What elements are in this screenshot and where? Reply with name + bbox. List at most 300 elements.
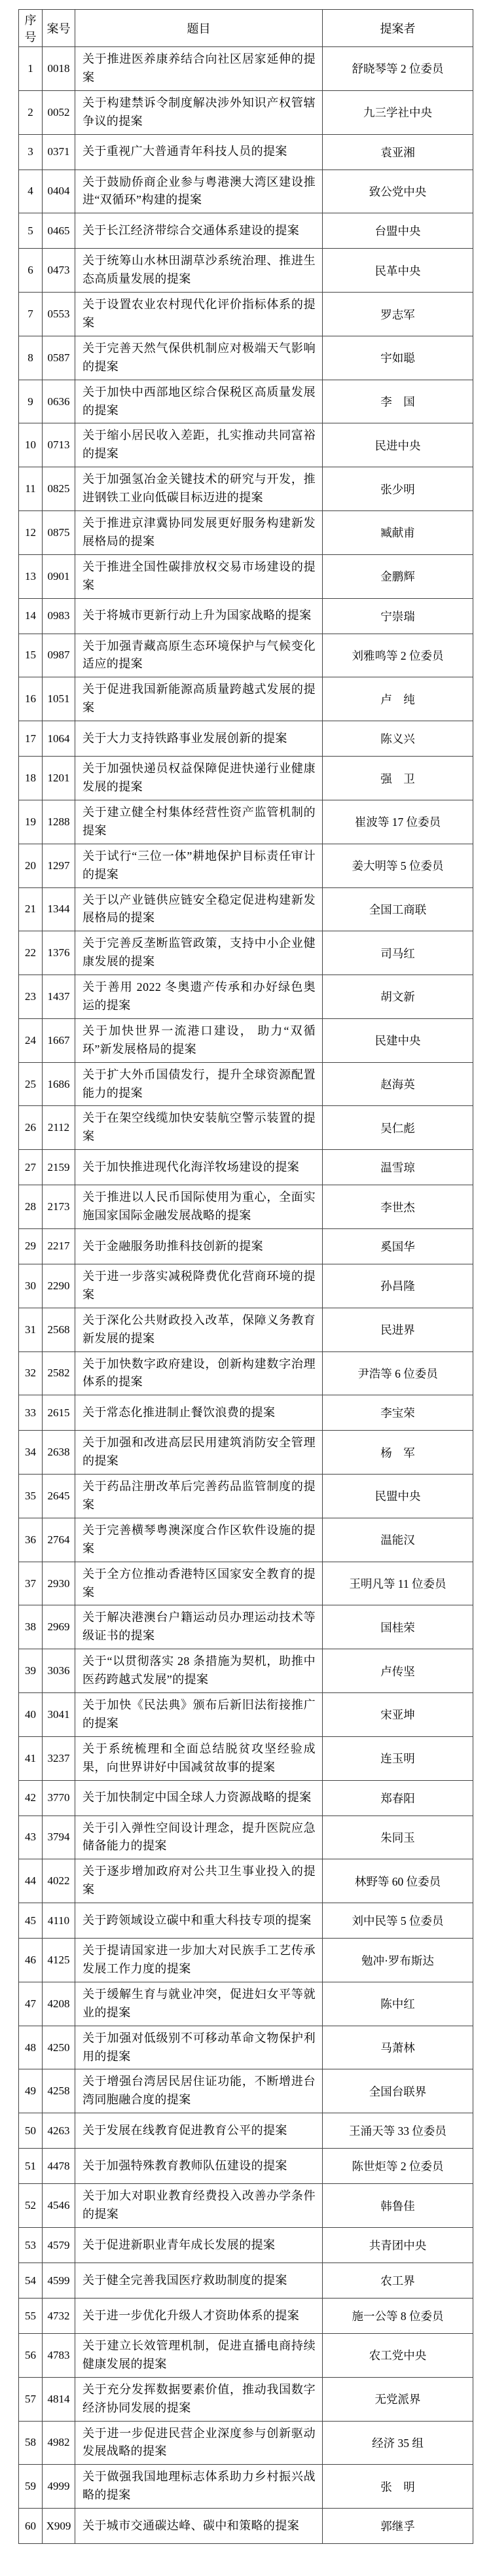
col-header-case: 案号 xyxy=(43,10,75,47)
proposer: 朱同玉 xyxy=(323,1816,473,1859)
case-number: 1064 xyxy=(43,721,75,757)
case-number: 4783 xyxy=(43,2334,75,2378)
proposal-title: 关于进一步优化升级人才资助体系的提案 xyxy=(75,2299,323,2334)
case-number: 4022 xyxy=(43,1859,75,1903)
case-number: 3041 xyxy=(43,1693,75,1737)
case-number: 1344 xyxy=(43,887,75,931)
table-row xyxy=(19,757,473,800)
row-index: 11 xyxy=(19,467,43,511)
table-row xyxy=(19,1308,473,1351)
table-row xyxy=(19,2509,473,2544)
case-number: 3237 xyxy=(43,1736,75,1780)
row-index: 52 xyxy=(19,2184,43,2228)
table-row xyxy=(19,1693,473,1737)
proposer: 民建中央 xyxy=(323,1018,473,1062)
table-row xyxy=(19,2149,473,2184)
row-index: 55 xyxy=(19,2299,43,2334)
table-row xyxy=(19,677,473,721)
case-number: 2112 xyxy=(43,1106,75,1150)
row-index: 36 xyxy=(19,1518,43,1562)
row-index: 27 xyxy=(19,1150,43,1185)
table-row xyxy=(19,134,473,170)
table-row xyxy=(19,2228,473,2263)
proposal-title: 关于加强和改进高层民用建筑消防安全管理的提案 xyxy=(75,1431,323,1475)
proposal-title: 关于善用 2022 冬奥遗产传承和办好绿色奥运的提案 xyxy=(75,975,323,1019)
proposal-title: 关于加快制定中国全球人力资源战略的提案 xyxy=(75,1780,323,1816)
row-index: 32 xyxy=(19,1351,43,1395)
proposer: 陈义兴 xyxy=(323,721,473,757)
table-header xyxy=(19,10,473,47)
proposer: 李 国 xyxy=(323,380,473,423)
row-index: 54 xyxy=(19,2263,43,2299)
proposal-title: 关于在架空线缆加快安装航空警示装置的提案 xyxy=(75,1106,323,1150)
proposer: 赵海英 xyxy=(323,1062,473,1106)
case-number: 2764 xyxy=(43,1518,75,1562)
proposal-title: 关于构建禁诉令制度解决涉外知识产权管辖争议的提案 xyxy=(75,90,323,134)
table-row xyxy=(19,598,473,634)
row-index: 18 xyxy=(19,757,43,800)
row-index: 7 xyxy=(19,293,43,336)
table-row xyxy=(19,170,473,213)
case-number: 2568 xyxy=(43,1308,75,1351)
proposer: 林野等 60 位委员 xyxy=(323,1859,473,1903)
table-row xyxy=(19,887,473,931)
table-row xyxy=(19,511,473,555)
col-header-proposer: 提案者 xyxy=(323,10,473,47)
case-number: 2173 xyxy=(43,1185,75,1229)
proposer: 勉冲·罗布斯达 xyxy=(323,1939,473,1982)
proposal-title: 关于推进京津冀协同发展更好服务构建新发展格局的提案 xyxy=(75,511,323,555)
row-index: 58 xyxy=(19,2421,43,2465)
case-number: 2638 xyxy=(43,1431,75,1475)
case-number: 2930 xyxy=(43,1562,75,1605)
case-number: 0987 xyxy=(43,634,75,677)
case-number: 2615 xyxy=(43,1395,75,1431)
case-number: 4110 xyxy=(43,1903,75,1939)
case-number: 4478 xyxy=(43,2149,75,2184)
case-number: 1288 xyxy=(43,800,75,844)
case-number: 4732 xyxy=(43,2299,75,2334)
table-row xyxy=(19,2026,473,2069)
case-number: 0052 xyxy=(43,90,75,134)
proposal-table xyxy=(18,9,473,2544)
proposal-title: 关于以产业链供应链安全稳定促进构建新发展格局的提案 xyxy=(75,887,323,931)
table-row xyxy=(19,249,473,293)
case-number: 0875 xyxy=(43,511,75,555)
proposer: 农工界 xyxy=(323,2263,473,2299)
proposal-title: 关于完善天然气保供机制应对极端天气影响的提案 xyxy=(75,336,323,380)
case-number: 0371 xyxy=(43,134,75,170)
proposal-title: 关于提请国家进一步加大对民族手工艺传承发展工作力度的提案 xyxy=(75,1939,323,1982)
row-index: 28 xyxy=(19,1185,43,1229)
row-index: 26 xyxy=(19,1106,43,1150)
row-index: 51 xyxy=(19,2149,43,2184)
table-row xyxy=(19,1431,473,1475)
proposer: 刘雅鸣等 2 位委员 xyxy=(323,634,473,677)
table-row xyxy=(19,90,473,134)
case-number: 1201 xyxy=(43,757,75,800)
proposer: 宋亚坤 xyxy=(323,1693,473,1737)
table-row xyxy=(19,1228,473,1264)
row-index: 33 xyxy=(19,1395,43,1431)
table-row xyxy=(19,1351,473,1395)
row-index: 10 xyxy=(19,423,43,467)
row-index: 4 xyxy=(19,170,43,213)
proposal-title: 关于加强快递员权益保障促进快递行业健康发展的提案 xyxy=(75,757,323,800)
proposer: 卢传坚 xyxy=(323,1649,473,1693)
case-number: 0825 xyxy=(43,467,75,511)
proposal-title: 关于金融服务助推科技创新的提案 xyxy=(75,1228,323,1264)
proposer: 尹浩等 6 位委员 xyxy=(323,1351,473,1395)
proposer: 民革中央 xyxy=(323,249,473,293)
table-row xyxy=(19,1859,473,1903)
proposal-title: 关于促进我国新能源高质量跨越式发展的提案 xyxy=(75,677,323,721)
row-index: 9 xyxy=(19,380,43,423)
row-index: 21 xyxy=(19,887,43,931)
row-index: 8 xyxy=(19,336,43,380)
proposal-title: 关于解决港澳台户籍运动员办理运动技术等级证书的提案 xyxy=(75,1605,323,1649)
proposal-title: 关于促进新职业青年成长发展的提案 xyxy=(75,2228,323,2263)
proposer: 张少明 xyxy=(323,467,473,511)
case-number: 2290 xyxy=(43,1264,75,1308)
row-index: 39 xyxy=(19,1649,43,1693)
proposal-title: 关于鼓励侨商企业参与粤港澳大湾区建设推进“双循环”构建的提案 xyxy=(75,170,323,213)
table-row xyxy=(19,2465,473,2509)
proposal-title: 关于加快世界一流港口建设， 助力“双循环”新发展格局的提案 xyxy=(75,1018,323,1062)
proposal-title: 关于长江经济带综合交通体系建设的提案 xyxy=(75,213,323,249)
row-index: 60 xyxy=(19,2509,43,2544)
case-number: 4999 xyxy=(43,2465,75,2509)
proposal-title: 关于加强青藏高原生态环境保护与气候变化适应的提案 xyxy=(75,634,323,677)
row-index: 31 xyxy=(19,1308,43,1351)
proposer: 陈世炬等 2 位委员 xyxy=(323,2149,473,2184)
proposer: 吴仁彪 xyxy=(323,1106,473,1150)
proposer: 经济 35 组 xyxy=(323,2421,473,2465)
case-number: 1437 xyxy=(43,975,75,1019)
proposal-title: 关于进一步促进民营企业深度参与创新驱动发展战略的提案 xyxy=(75,2421,323,2465)
table-row xyxy=(19,1518,473,1562)
case-number: 1667 xyxy=(43,1018,75,1062)
header-row xyxy=(19,10,473,47)
case-number: 3036 xyxy=(43,1649,75,1693)
case-number: 2645 xyxy=(43,1475,75,1518)
case-number: 1051 xyxy=(43,677,75,721)
proposer: 崔波等 17 位委员 xyxy=(323,800,473,844)
case-number: 1297 xyxy=(43,844,75,887)
table-row xyxy=(19,1780,473,1816)
case-number: 0553 xyxy=(43,293,75,336)
proposer: 施一公等 8 位委员 xyxy=(323,2299,473,2334)
case-number: 4546 xyxy=(43,2184,75,2228)
proposal-title: 关于加强特殊教育教师队伍建设的提案 xyxy=(75,2149,323,2184)
proposal-title: 关于推进医养康养结合向社区居家延伸的提案 xyxy=(75,47,323,91)
proposer: 司马红 xyxy=(323,931,473,975)
proposer: 臧献甫 xyxy=(323,511,473,555)
proposal-title: 关于加快中西部地区综合保税区高质量发展的提案 xyxy=(75,380,323,423)
proposal-title: 关于建立长效管理机制，促进直播电商持续健康发展的提案 xyxy=(75,2334,323,2378)
proposal-title: 关于充分发挥数据要素价值，推动我国数字经济协同发展的提案 xyxy=(75,2377,323,2421)
proposer: 韩鲁佳 xyxy=(323,2184,473,2228)
proposer: 陈中红 xyxy=(323,1982,473,2026)
proposal-title: 关于完善反垄断监管政策，支持中小企业健康发展的提案 xyxy=(75,931,323,975)
row-index: 40 xyxy=(19,1693,43,1737)
proposal-title: 关于加大对职业教育经费投入改善办学条件的提案 xyxy=(75,2184,323,2228)
table-row xyxy=(19,1562,473,1605)
table-row xyxy=(19,2069,473,2113)
row-index: 2 xyxy=(19,90,43,134)
row-index: 48 xyxy=(19,2026,43,2069)
proposal-title: 关于设置农业农村现代化评价指标体系的提案 xyxy=(75,293,323,336)
proposer: 张 明 xyxy=(323,2465,473,2509)
proposal-title: 关于全方位推动香港特区国家安全教育的提案 xyxy=(75,1562,323,1605)
proposer: 致公党中央 xyxy=(323,170,473,213)
case-number: 0404 xyxy=(43,170,75,213)
table-row xyxy=(19,554,473,598)
case-number: 0587 xyxy=(43,336,75,380)
proposer: 台盟中央 xyxy=(323,213,473,249)
table-row xyxy=(19,844,473,887)
table-row xyxy=(19,1395,473,1431)
row-index: 6 xyxy=(19,249,43,293)
table-row xyxy=(19,336,473,380)
case-number: 0983 xyxy=(43,598,75,634)
table-row xyxy=(19,1150,473,1185)
case-number: 2159 xyxy=(43,1150,75,1185)
col-header-title: 题目 xyxy=(75,10,323,47)
proposal-title: 关于药品注册改革后完善药品监管制度的提案 xyxy=(75,1475,323,1518)
proposer: 姜大明等 5 位委员 xyxy=(323,844,473,887)
proposal-title: 关于增强台湾居民居住证功能，不断增进台湾同胞融合度的提案 xyxy=(75,2069,323,2113)
case-number: 0636 xyxy=(43,380,75,423)
proposer: 无党派界 xyxy=(323,2377,473,2421)
proposer: 温雪琼 xyxy=(323,1150,473,1185)
table-row xyxy=(19,2263,473,2299)
proposal-title: 关于健全完善我国医疗救助制度的提案 xyxy=(75,2263,323,2299)
table-row xyxy=(19,293,473,336)
proposer: 李宝荣 xyxy=(323,1395,473,1431)
table-row xyxy=(19,2113,473,2149)
proposal-title: 关于试行“三位一体”耕地保护目标责任审计的提案 xyxy=(75,844,323,887)
case-number: 4982 xyxy=(43,2421,75,2465)
row-index: 5 xyxy=(19,213,43,249)
table-row xyxy=(19,2299,473,2334)
proposal-title: 关于系统梳理和全面总结脱贫攻坚经验成果，向世界讲好中国减贫故事的提案 xyxy=(75,1736,323,1780)
case-number: 0473 xyxy=(43,249,75,293)
proposer: 强 卫 xyxy=(323,757,473,800)
table-row xyxy=(19,467,473,511)
proposal-title: 关于大力支持铁路事业发展创新的提案 xyxy=(75,721,323,757)
case-number: 4125 xyxy=(43,1939,75,1982)
proposal-title: 关于加强对低级别不可移动革命文物保护利用的提案 xyxy=(75,2026,323,2069)
proposal-title: 关于进一步落实减税降费优化营商环境的提案 xyxy=(75,1264,323,1308)
proposer: 九三学社中央 xyxy=(323,90,473,134)
row-index: 56 xyxy=(19,2334,43,2378)
case-number: 4814 xyxy=(43,2377,75,2421)
proposer: 共青团中央 xyxy=(323,2228,473,2263)
proposer: 卢 纯 xyxy=(323,677,473,721)
proposer: 罗志军 xyxy=(323,293,473,336)
proposal-title: 关于缩小居民收入差距，扎实推动共同富裕的提案 xyxy=(75,423,323,467)
proposal-title: 关于统筹山水林田湖草沙系统治理、推进生态高质量发展的提案 xyxy=(75,249,323,293)
row-index: 42 xyxy=(19,1780,43,1816)
row-index: 41 xyxy=(19,1736,43,1780)
proposal-title: 关于加快数字政府建设，创新构建数字治理体系的提案 xyxy=(75,1351,323,1395)
case-number: 4258 xyxy=(43,2069,75,2113)
proposer: 全国台联界 xyxy=(323,2069,473,2113)
row-index: 12 xyxy=(19,511,43,555)
table-row xyxy=(19,1816,473,1859)
proposer: 民进界 xyxy=(323,1308,473,1351)
row-index: 50 xyxy=(19,2113,43,2149)
case-number: 1376 xyxy=(43,931,75,975)
proposal-title: 关于“以贯彻落实 28 条措施为契机，助推中医药跨越式发展”的提案 xyxy=(75,1649,323,1693)
proposal-title: 关于缓解生育与就业冲突，促进妇女平等就业的提案 xyxy=(75,1982,323,2026)
case-number: 2217 xyxy=(43,1228,75,1264)
table-row xyxy=(19,975,473,1019)
table-row xyxy=(19,1736,473,1780)
proposal-title: 关于跨领域设立碳中和重大科技专项的提案 xyxy=(75,1903,323,1939)
case-number: X909 xyxy=(43,2509,75,2544)
case-number: 0713 xyxy=(43,423,75,467)
proposal-title: 关于逐步增加政府对公共卫生事业投入的提案 xyxy=(75,1859,323,1903)
proposal-title: 关于做强我国地理标志体系助力乡村振兴战略的提案 xyxy=(75,2465,323,2509)
proposal-title: 关于加快《民法典》颁布后新旧法衔接推广的提案 xyxy=(75,1693,323,1737)
case-number: 2582 xyxy=(43,1351,75,1395)
row-index: 46 xyxy=(19,1939,43,1982)
proposal-title: 关于深化公共财政投入改革，保障义务教育新发展的提案 xyxy=(75,1308,323,1351)
row-index: 3 xyxy=(19,134,43,170)
proposal-title: 关于将城市更新行动上升为国家战略的提案 xyxy=(75,598,323,634)
table-row xyxy=(19,1982,473,2026)
proposal-title: 关于发展在线教育促进教育公平的提案 xyxy=(75,2113,323,2149)
proposer: 杨 军 xyxy=(323,1431,473,1475)
proposer: 宇如聪 xyxy=(323,336,473,380)
proposer: 王涌天等 33 位委员 xyxy=(323,2113,473,2149)
table-row xyxy=(19,423,473,467)
proposal-title: 关于推进全国性碳排放权交易市场建设的提案 xyxy=(75,554,323,598)
row-index: 47 xyxy=(19,1982,43,2026)
case-number: 4599 xyxy=(43,2263,75,2299)
proposer: 李世杰 xyxy=(323,1185,473,1229)
table-row xyxy=(19,1062,473,1106)
row-index: 16 xyxy=(19,677,43,721)
case-number: 0465 xyxy=(43,213,75,249)
table-row xyxy=(19,2184,473,2228)
proposer: 郭继孚 xyxy=(323,2509,473,2544)
proposer: 王明凡等 11 位委员 xyxy=(323,1562,473,1605)
row-index: 59 xyxy=(19,2465,43,2509)
case-number: 2969 xyxy=(43,1605,75,1649)
table-body xyxy=(19,47,473,2544)
row-index: 22 xyxy=(19,931,43,975)
table-row xyxy=(19,1185,473,1229)
row-index: 43 xyxy=(19,1816,43,1859)
case-number: 3770 xyxy=(43,1780,75,1816)
proposal-title: 关于扩大外币国债发行，提升全球资源配置能力的提案 xyxy=(75,1062,323,1106)
case-number: 4250 xyxy=(43,2026,75,2069)
proposal-title: 关于建立健全村集体经营性资产监管机制的提案 xyxy=(75,800,323,844)
row-index: 44 xyxy=(19,1859,43,1903)
row-index: 1 xyxy=(19,47,43,91)
row-index: 49 xyxy=(19,2069,43,2113)
row-index: 20 xyxy=(19,844,43,887)
table-row xyxy=(19,1649,473,1693)
table-row xyxy=(19,213,473,249)
proposer: 温能汉 xyxy=(323,1518,473,1562)
table-row xyxy=(19,634,473,677)
table-row xyxy=(19,1106,473,1150)
table-row xyxy=(19,1903,473,1939)
row-index: 57 xyxy=(19,2377,43,2421)
proposer: 奚国华 xyxy=(323,1228,473,1264)
case-number: 4579 xyxy=(43,2228,75,2263)
row-index: 24 xyxy=(19,1018,43,1062)
proposer: 袁亚湘 xyxy=(323,134,473,170)
row-index: 15 xyxy=(19,634,43,677)
proposer: 民盟中央 xyxy=(323,1475,473,1518)
proposer: 郑春阳 xyxy=(323,1780,473,1816)
table-row xyxy=(19,1475,473,1518)
row-index: 53 xyxy=(19,2228,43,2263)
case-number: 3794 xyxy=(43,1816,75,1859)
proposer: 农工党中央 xyxy=(323,2334,473,2378)
proposer: 刘中民等 5 位委员 xyxy=(323,1903,473,1939)
case-number: 0901 xyxy=(43,554,75,598)
table-row xyxy=(19,1264,473,1308)
row-index: 19 xyxy=(19,800,43,844)
row-index: 34 xyxy=(19,1431,43,1475)
row-index: 25 xyxy=(19,1062,43,1106)
proposal-title: 关于推进以人民币国际使用为重心，全面实施国家国际金融发展战略的提案 xyxy=(75,1185,323,1229)
proposer: 宁崇瑞 xyxy=(323,598,473,634)
table-row xyxy=(19,1939,473,1982)
table-row xyxy=(19,47,473,91)
row-index: 35 xyxy=(19,1475,43,1518)
table-row xyxy=(19,1018,473,1062)
table-row xyxy=(19,2421,473,2465)
case-number: 4208 xyxy=(43,1982,75,2026)
table-row xyxy=(19,800,473,844)
proposer: 孙昌隆 xyxy=(323,1264,473,1308)
row-index: 30 xyxy=(19,1264,43,1308)
proposer: 舒晓琴等 2 位委员 xyxy=(323,47,473,91)
proposal-title: 关于完善横琴粤澳深度合作区软件设施的提案 xyxy=(75,1518,323,1562)
proposer: 马萧林 xyxy=(323,2026,473,2069)
proposer: 民进中央 xyxy=(323,423,473,467)
proposer: 金鹏辉 xyxy=(323,554,473,598)
table-row xyxy=(19,2334,473,2378)
table-row xyxy=(19,2377,473,2421)
row-index: 23 xyxy=(19,975,43,1019)
proposal-title: 关于城市交通碳达峰、碳中和策略的提案 xyxy=(75,2509,323,2544)
table-row xyxy=(19,721,473,757)
table-row xyxy=(19,931,473,975)
row-index: 45 xyxy=(19,1903,43,1939)
proposer: 连玉明 xyxy=(323,1736,473,1780)
proposal-title: 关于引入弹性空间设计理念，提升医院应急储备能力的提案 xyxy=(75,1816,323,1859)
row-index: 37 xyxy=(19,1562,43,1605)
proposal-title: 关于加强氢冶金关键技术的研究与开发，推进钢铁工业向低碳目标迈进的提案 xyxy=(75,467,323,511)
row-index: 14 xyxy=(19,598,43,634)
proposer: 胡文新 xyxy=(323,975,473,1019)
proposal-title: 关于加快推进现代化海洋牧场建设的提案 xyxy=(75,1150,323,1185)
row-index: 29 xyxy=(19,1228,43,1264)
table-row xyxy=(19,1605,473,1649)
proposer: 国桂荣 xyxy=(323,1605,473,1649)
col-header-index: 序号 xyxy=(19,10,43,47)
row-index: 38 xyxy=(19,1605,43,1649)
proposer: 全国工商联 xyxy=(323,887,473,931)
